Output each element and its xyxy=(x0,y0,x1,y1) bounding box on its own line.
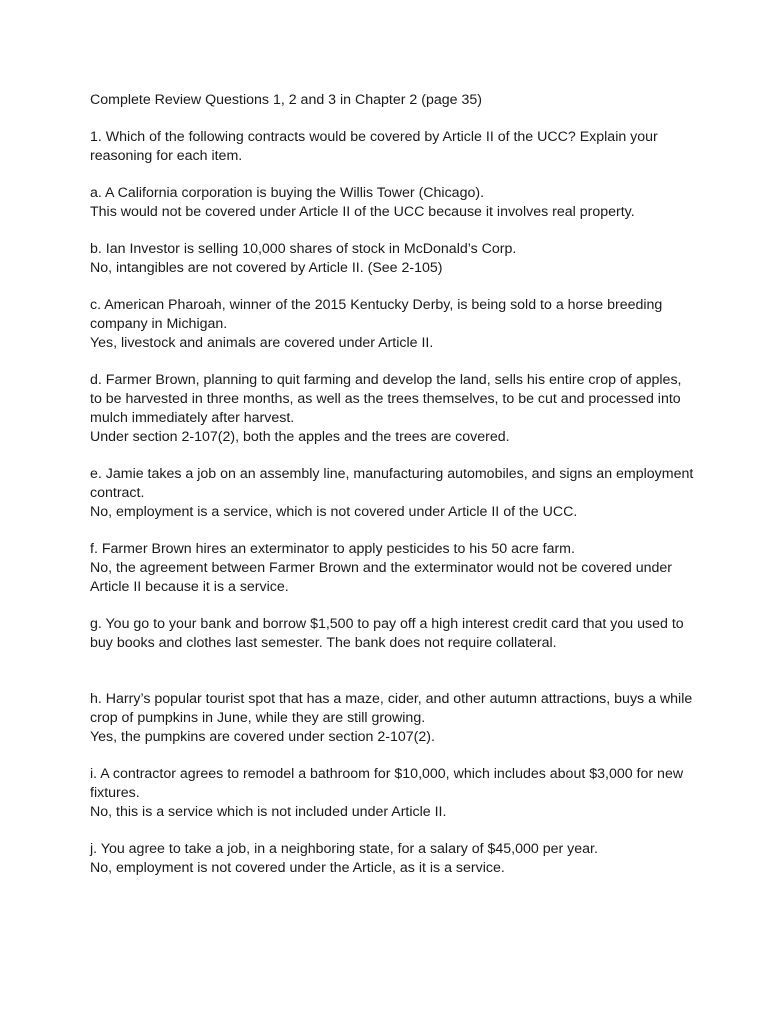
item-h-question: h. Harry’s popular tourist spot that has a maze, cider, and other autumn attractions, buys a while xyxy=(90,691,693,707)
item-i-question: fixtures. xyxy=(90,785,140,801)
question-1 xyxy=(90,128,690,166)
item-c-question: company in Michigan. xyxy=(90,316,228,332)
item-c-answer: Yes, livestock and animals are covered under Article II. xyxy=(90,335,434,351)
question-1-line: reasoning for each item. xyxy=(90,148,243,164)
item-e xyxy=(90,465,694,522)
item-d-question: d. Farmer Brown, planning to quit farming and develop the land, sells his entire crop of apples, xyxy=(90,372,682,388)
item-f xyxy=(90,540,690,597)
item-e-question: e. Jamie takes a job on an assembly line, manufacturing automobiles, and signs an employment xyxy=(90,466,694,482)
item-c-question: c. American Pharoah, winner of the 2015 Kentucky Derby, is being sold to a horse breeding xyxy=(90,297,663,313)
item-b-question: b. Ian Investor is selling 10,000 shares of stock in McDonald’s Corp. xyxy=(90,241,517,257)
item-i-question: i. A contractor agrees to remodel a bathroom for $10,000, which includes about $3,000 for new xyxy=(90,766,684,782)
item-f-answer: No, the agreement between Farmer Brown and the exterminator would not be covered under xyxy=(90,560,673,576)
item-c xyxy=(90,296,690,353)
item-i-answer: No, this is a service which is not included under Article II. xyxy=(90,804,447,820)
item-a xyxy=(90,184,690,222)
item-g-question: g. You go to your bank and borrow $1,500 to pay off a high interest credit card that you used to xyxy=(90,616,684,632)
item-e-answer: No, employment is a service, which is not covered under Article II of the UCC. xyxy=(90,504,578,520)
item-j xyxy=(90,840,690,878)
item-a-answer: This would not be covered under Article II of the UCC because it involves real property. xyxy=(90,204,635,220)
document-heading xyxy=(90,91,690,110)
item-d-question: mulch immediately after harvest. xyxy=(90,410,295,426)
item-e-question: contract. xyxy=(90,485,145,501)
item-j-question: j. You agree to take a job, in a neighboring state, for a salary of $45,000 per year. xyxy=(90,841,598,857)
item-h-question: crop of pumpkins in June, while they are still growing. xyxy=(90,710,426,726)
question-1-line: 1. Which of the following contracts would be covered by Article II of the UCC? Explain your xyxy=(90,129,658,145)
item-g-question: buy books and clothes last semester. The bank does not require collateral. xyxy=(90,635,557,651)
item-i xyxy=(90,765,690,822)
item-b-answer: No, intangibles are not covered by Article II. (See 2-105) xyxy=(90,260,443,276)
item-b xyxy=(90,240,690,278)
item-d-question: to be harvested in three months, as well as the trees themselves, to be cut and processed into xyxy=(90,391,681,407)
item-d xyxy=(90,371,690,447)
item-d-answer: Under section 2-107(2), both the apples and the trees are covered. xyxy=(90,429,510,445)
heading-line: Complete Review Questions 1, 2 and 3 in Chapter 2 (page 35) xyxy=(90,92,482,108)
item-f-answer: Article II because it is a service. xyxy=(90,579,289,595)
item-a-question: a. A California corporation is buying the Willis Tower (Chicago). xyxy=(90,185,485,201)
item-f-question: f. Farmer Brown hires an exterminator to apply pesticides to his 50 acre farm. xyxy=(90,541,575,557)
item-h xyxy=(90,690,693,747)
item-g xyxy=(90,615,690,653)
item-h-answer: Yes, the pumpkins are covered under section 2-107(2). xyxy=(90,729,435,745)
item-j-answer: No, employment is not covered under the Article, as it is a service. xyxy=(90,860,505,876)
document-page xyxy=(90,91,694,896)
